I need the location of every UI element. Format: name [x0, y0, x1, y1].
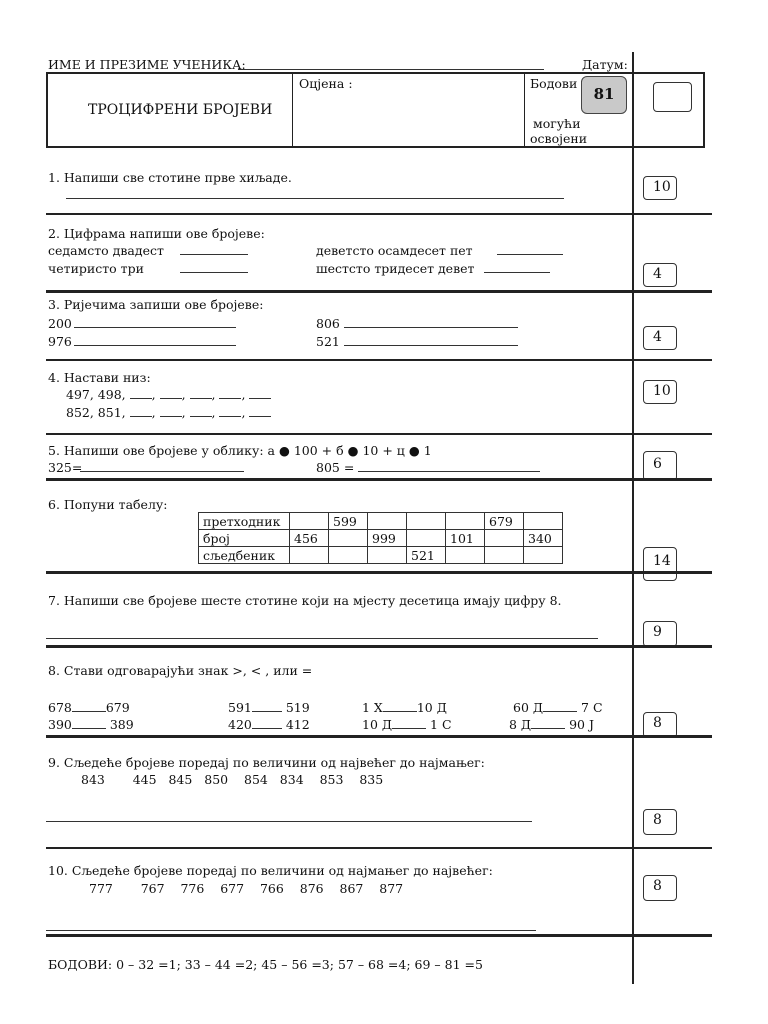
seq-blank[interactable] [130, 388, 152, 399]
compare-blank[interactable] [72, 718, 106, 729]
cmp-right: 90 Ј [569, 717, 594, 732]
number: 767 [140, 881, 165, 896]
task9-text: 9. Сљедеће бројеве поредај по величини од највећег до најмањег: [48, 755, 485, 770]
table-cell[interactable] [329, 547, 368, 564]
task3-blank-d[interactable] [344, 345, 518, 346]
number: 876 [299, 881, 324, 896]
points-total: 81 [593, 85, 615, 103]
task3-blank-a[interactable] [74, 327, 236, 328]
seq-blank[interactable] [249, 406, 271, 417]
number: 845 [168, 772, 193, 787]
task6-points: 14 [643, 547, 677, 581]
task8-row1-b [228, 700, 310, 715]
seq-blank[interactable] [249, 388, 271, 399]
number: 850 [204, 772, 229, 787]
compare-blank[interactable] [383, 701, 417, 712]
number: 677 [220, 881, 245, 896]
table-cell[interactable]: 599 [329, 513, 368, 530]
task3-points: 4 [643, 326, 677, 350]
table-cell[interactable] [290, 547, 329, 564]
task5-text: 5. Напиши ове бројеве у облику: а ● 100 + б ● 10 + ц ● 1 [48, 443, 432, 458]
task1-points: 10 [643, 176, 677, 200]
task3-item-a: 200 [48, 316, 72, 331]
compare-blank[interactable] [252, 718, 282, 729]
task3-blank-b[interactable] [344, 327, 518, 328]
task1-text: 1. Напиши све стотине прве хиљаде. [48, 170, 292, 185]
task8-row1 [48, 700, 130, 715]
cmp-left: 60 Д [513, 700, 544, 715]
table-cell[interactable] [290, 513, 329, 530]
task8-points: 8 [643, 712, 677, 738]
task5-item-a: 325= [48, 460, 83, 475]
cmp-right: 519 [285, 700, 310, 715]
table-cell[interactable] [407, 530, 446, 547]
cmp-left: 390 [48, 717, 72, 732]
compare-blank[interactable] [72, 701, 106, 712]
table-cell[interactable]: 999 [368, 530, 407, 547]
task2-blank-c[interactable] [180, 272, 248, 273]
table-cell[interactable] [485, 547, 524, 564]
cmp-left: 1 Х [362, 700, 383, 715]
table-cell[interactable] [368, 513, 407, 530]
table-cell[interactable] [368, 547, 407, 564]
number: 777 [89, 881, 113, 896]
task1-answer-line[interactable] [66, 198, 564, 199]
task5-blank-a[interactable] [80, 471, 244, 472]
task8-row2-b [228, 717, 310, 732]
cmp-right: 412 [285, 717, 310, 732]
earned-label: освојени [530, 131, 588, 146]
table-cell[interactable] [524, 547, 563, 564]
task8-row2 [48, 717, 134, 732]
table-row-label: број [199, 530, 290, 547]
number: 853 [319, 772, 344, 787]
task4-text: 4. Настави низ: [48, 370, 151, 385]
cmp-right: 389 [109, 717, 134, 732]
number: 766 [259, 881, 284, 896]
cmp-left: 420 [228, 717, 252, 732]
table-row-predecessor [199, 513, 563, 530]
table-cell[interactable] [485, 530, 524, 547]
cmp-right: 10 Д [416, 700, 447, 715]
task3-item-b: 806 [316, 316, 340, 331]
table-cell[interactable] [329, 530, 368, 547]
task5-item-b: 805 = [316, 460, 355, 475]
task10-text: 10. Сљедеће бројеве поредај по величини од најмањег до највећег: [48, 863, 493, 878]
task3-text: 3. Ријечима запиши ове бројеве: [48, 297, 264, 312]
task2-item-b: деветсто осамдесет пет [316, 243, 473, 258]
table-cell[interactable] [524, 513, 563, 530]
scoring-legend: БОДОВИ: 0 – 32 =1; 33 – 44 =2; 45 – 56 =3; 57 – 68 =4; 69 – 81 =5 [48, 957, 483, 972]
task2-blank-d[interactable] [484, 272, 550, 273]
table-cell[interactable]: 679 [485, 513, 524, 530]
task9-numbers [81, 772, 383, 787]
task4-seq-start1: 497, 498, [66, 387, 126, 402]
task9-points: 8 [643, 809, 677, 835]
cmp-left: 591 [228, 700, 252, 715]
number: 854 [244, 772, 268, 787]
cmp-left: 10 Д [362, 717, 393, 732]
compare-blank[interactable] [392, 718, 426, 729]
cmp-left: 678 [48, 700, 72, 715]
cmp-right: 7 С [581, 700, 603, 715]
table-cell[interactable] [446, 547, 485, 564]
table-cell[interactable] [407, 513, 446, 530]
cmp-left: 8 Д [509, 717, 532, 732]
task7-answer-line[interactable] [46, 638, 598, 639]
number: 834 [279, 772, 304, 787]
cmp-right: 679 [105, 700, 130, 715]
earned-points-box[interactable] [653, 82, 692, 112]
table-row-label: сљедбеник [199, 547, 290, 564]
task8-row2-c [362, 717, 452, 732]
task4-points: 10 [643, 380, 677, 404]
task3-item-d: 521 [316, 334, 340, 349]
grade-label: Оцјена : [299, 76, 353, 91]
seq-blank[interactable] [190, 406, 212, 417]
table-cell[interactable]: 101 [446, 530, 485, 547]
number: 776 [180, 881, 205, 896]
table-cell[interactable]: 340 [524, 530, 563, 547]
table-row-successor [199, 547, 563, 564]
number: 835 [359, 772, 384, 787]
compare-blank[interactable] [543, 701, 577, 712]
task4-seq-row2: 852, 851, , , , , [66, 405, 271, 420]
task8-row1-c [362, 700, 447, 715]
seq-blank[interactable] [190, 388, 212, 399]
task5-blank-b[interactable] [358, 471, 540, 472]
student-name-label: ИМЕ И ПРЕЗИМЕ УЧЕНИКА: [48, 57, 246, 72]
task2-points: 4 [643, 263, 677, 287]
compare-blank[interactable] [531, 718, 565, 729]
task3-blank-c[interactable] [74, 345, 236, 346]
points-total-badge [581, 76, 627, 114]
task8-row1-d [513, 700, 603, 715]
task2-text: 2. Цифрама напиши ове бројеве: [48, 226, 265, 241]
task4-seq-row1: 497, 498, , , , , [66, 387, 271, 402]
seq-blank[interactable] [130, 406, 152, 417]
page-title: ТРОЦИФРЕНИ БРОЈЕВИ [88, 102, 273, 118]
fill-table [198, 512, 563, 564]
cmp-right: 1 С [430, 717, 452, 732]
task8-row2-d [509, 717, 594, 732]
right-margin-line [632, 52, 634, 984]
possible-label: могући [533, 116, 581, 131]
date-label: Датум: [582, 57, 628, 72]
task4-seq-start2: 852, 851, [66, 405, 126, 420]
seq-blank[interactable] [160, 406, 182, 417]
task2-blank-b[interactable] [497, 254, 563, 255]
number: 877 [379, 881, 404, 896]
student-name-field[interactable] [238, 57, 544, 70]
number: 867 [339, 881, 364, 896]
table-cell[interactable]: 456 [290, 530, 329, 547]
task6-text: 6. Попуни табелу: [48, 497, 168, 512]
table-cell[interactable]: 521 [407, 547, 446, 564]
task2-item-c: четиристо три [48, 261, 144, 276]
seq-blank[interactable] [219, 388, 241, 399]
task2-blank-a[interactable] [180, 254, 248, 255]
number: 843 [81, 772, 105, 787]
task5-points: 6 [643, 451, 677, 481]
table-row-number [199, 530, 563, 547]
task7-points: 9 [643, 621, 677, 647]
task3-item-c: 976 [48, 334, 72, 349]
task10-numbers [89, 881, 403, 896]
compare-blank[interactable] [252, 701, 282, 712]
task9-answer-line[interactable] [46, 821, 532, 822]
task10-answer-line[interactable] [46, 930, 536, 931]
task10-points: 8 [643, 875, 677, 901]
table-row-label: претходник [199, 513, 290, 530]
points-label: Бодови [530, 76, 578, 91]
seq-blank[interactable] [219, 406, 241, 417]
seq-blank[interactable] [160, 388, 182, 399]
number: 445 [132, 772, 157, 787]
task2-item-d: шестсто тридесет девет [316, 261, 475, 276]
task8-text: 8. Стави одговарајући знак >, < , или = [48, 663, 313, 678]
table-cell[interactable] [446, 513, 485, 530]
task7-text: 7. Напиши све бројеве шесте стотине који на мјесту десетица имају цифру 8. [48, 593, 562, 608]
task2-item-a: седамсто двадест [48, 243, 164, 258]
